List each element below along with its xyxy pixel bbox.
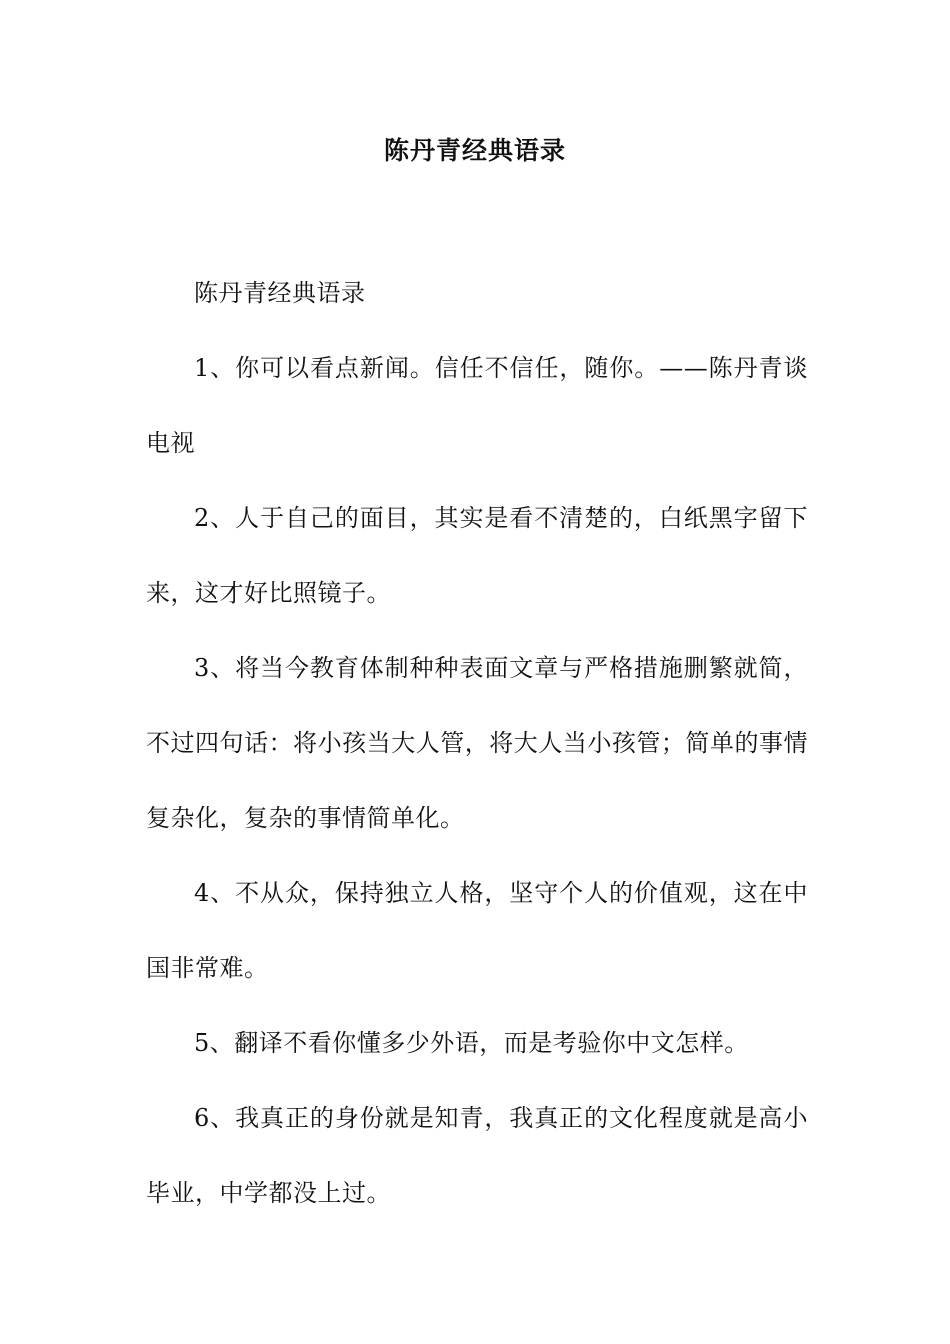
quote-3: 3、将当今教育体制种种表面文章与严格措施删繁就简，不过四句话：将小孩当大人管，将大人当小孩管；简单的事情复杂化，复杂的事情简单化。 xyxy=(146,654,808,832)
quote-1: 1、你可以看点新闻。信任不信任，随你。——陈丹青谈电视 xyxy=(146,354,808,457)
quote-2: 2、人于自己的面目，其实是看不清楚的，白纸黑字留下来，这才好比照镜子。 xyxy=(146,504,808,607)
quote-4: 4、不从众，保持独立人格，坚守个人的价值观，这在中国非常难。 xyxy=(146,879,808,982)
document-body xyxy=(146,256,808,1231)
paragraph-heading: 陈丹青经典语录 xyxy=(194,279,366,307)
document-title: 陈丹青经典语录 xyxy=(383,136,566,165)
quote-6: 6、我真正的身份就是知青，我真正的文化程度就是高小毕业，中学都没上过。 xyxy=(146,1104,808,1207)
quote-5: 5、翻译不看你懂多少外语，而是考验你中文怎样。 xyxy=(194,1029,749,1057)
